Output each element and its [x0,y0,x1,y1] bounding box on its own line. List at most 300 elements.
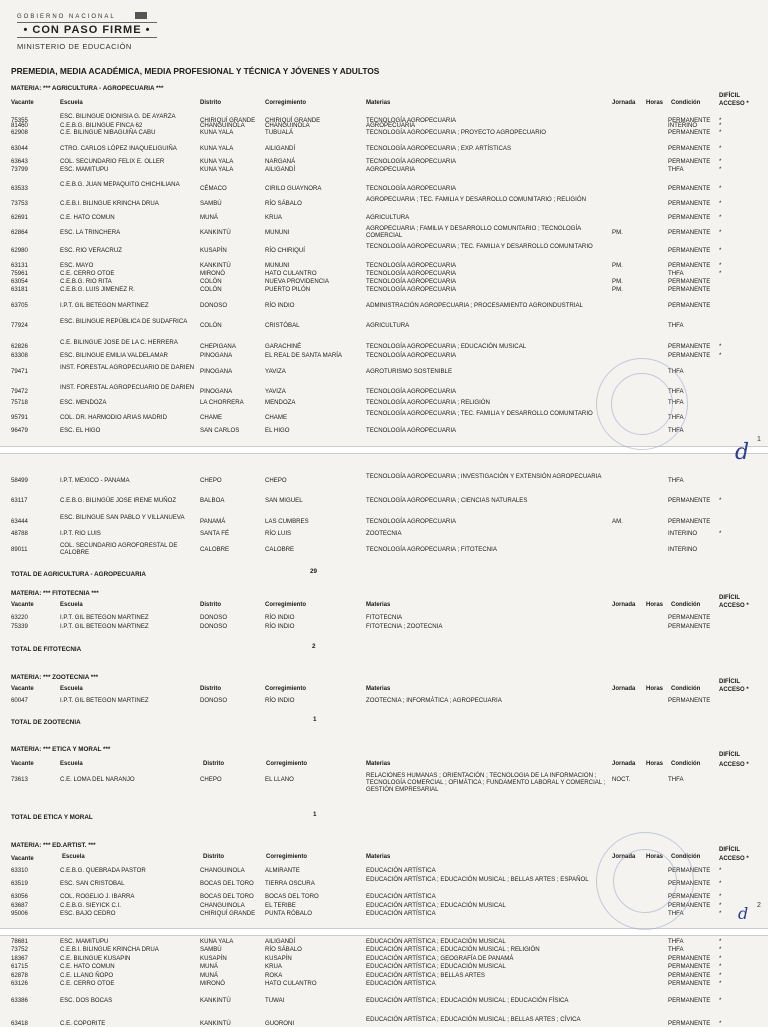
jornada-cell: PM. [612,262,623,269]
escuela-cell: ESC. SAN CRISTOBAL [60,880,125,887]
col-materias: Materias [366,761,391,767]
vacante-cell: 63131 [11,262,28,269]
corregimiento-cell: RÍO SÁBALO [265,200,302,207]
total-label: TOTAL DE ETICA Y MORAL [11,814,93,821]
dificil-acceso-cell: * [719,980,722,987]
vacante-cell: 62980 [11,247,28,254]
materia-heading: MATERIA: *** ETICA Y MORAL *** [11,746,111,753]
escuela-cell: C.E. CERRO OTOE [60,980,115,987]
col-acceso: ACCESO * [719,687,749,693]
escuela-cell: ESC. EL HIGO [60,427,101,434]
vacante-cell: 61715 [11,963,28,970]
corregimiento-cell: CHANGUINOLA [265,122,310,129]
col-horas: Horas [646,100,664,106]
corregimiento-cell: RÍO SÁBALO [265,946,302,953]
distrito-cell: KANKINTÚ [200,229,231,236]
col-horas: Horas [646,686,664,692]
corregimiento-cell: AILIGANDÍ [265,166,296,173]
distrito-cell: KUSAPÍN [200,247,227,254]
materias-cell: AGROPECUARIA [366,122,416,129]
corregimiento-cell: NARGANÁ [265,158,296,165]
dificil-acceso-cell: * [719,343,722,350]
materias-cell: AGROPECUARIA [366,166,416,173]
materias-cell: TECNOLOGÍA AGROPECUARIA [366,117,457,124]
condicion-cell: THFA [668,477,684,484]
distrito-cell: MUNÁ [200,972,218,979]
corregimiento-cell: AILIGANDÍ [265,145,296,152]
flag-icon [135,12,147,19]
escuela-cell: C.E. COPORITE [60,1020,106,1027]
escuela-cell: ESC. MAMITUPU [60,938,109,945]
distrito-cell: LA CHORRERA [200,399,244,406]
condicion-cell: PERMANENTE [668,867,711,874]
page-number: 2 [757,902,761,909]
dificil-acceso-cell: * [719,963,722,970]
condicion-cell: THFA [668,322,684,329]
materias-cell: TECNOLOGÍA AGROPECUARIA ; PROYECTO AGROPECUARIO [366,129,547,136]
col-horas: Horas [646,854,664,860]
vacante-cell: 63126 [11,980,28,987]
vacante-cell: 63687 [11,902,28,909]
condicion-cell: PERMANENTE [668,980,711,987]
corregimiento-cell: GUORONI [265,1020,295,1027]
vacante-cell: 96479 [11,427,28,434]
materias-cell: TECNOLOGÍA AGROPECUARIA [366,278,457,285]
materias-cell: TECNOLOGÍA AGROPECUARIA ; FITOTECNIA [366,546,497,553]
condicion-cell: PERMANENTE [668,902,711,909]
dificil-acceso-cell: * [719,262,722,269]
escuela-cell: I.P.T. GIL BETEGON MARTINEZ [60,614,149,621]
distrito-cell: COLÓN [200,286,222,293]
corregimiento-cell: ROKA [265,972,283,979]
materias-cell: RELACIONES HUMANAS ; ORIENTACIÓN ; TECNOLOGIA DE LA INFORMACION ; TECNOLOGÍA COMERCIAL ; OFIMÁTICA ; FUNDAMENTO LABORAL Y COMERCIAL ; GESTIÓN EMPRESARIAL [366,772,606,793]
corregimiento-cell: RÍO INDIO [265,302,295,309]
materias-cell: TECNOLOGÍA AGROPECUARIA ; TEC. FAMILIA Y DESARROLLO COMUNITARIO [366,243,593,250]
distrito-cell: CHEPIGANA [200,343,236,350]
condicion-cell: PERMANENTE [668,247,711,254]
dificil-acceso-cell: * [719,997,722,1004]
materias-cell: TECNOLOGÍA AGROPECUARIA ; RELIGIÓN [366,399,490,406]
escuela-cell: C.E. BILINGUE NIBAGUIÑA CABU [60,129,156,136]
materias-cell: EDUCACIÓN ARTÍSTICA ; GEOGRAFÍA DE PANAMÁ [366,955,514,962]
materias-cell: TECNOLOGÍA AGROPECUARIA [366,270,457,277]
distrito-cell: MUNÁ [200,963,218,970]
materias-cell: FITOTECNIA [366,614,403,621]
col-condicion: Condición [671,854,701,860]
col-materias: Materias [366,854,391,860]
vacante-cell: 63308 [11,352,28,359]
col-horas: Horas [646,602,664,608]
condicion-cell: PERMANENTE [668,262,711,269]
distrito-cell: KUNA YALA [200,938,234,945]
materias-cell: EDUCACIÓN ARTÍSTICA [366,910,436,917]
escuela-cell: C.E.B.G. BILINGUE FINCA 62 [60,122,143,129]
distrito-cell: KANKINTÚ [200,262,231,269]
dificil-acceso-cell: * [719,867,722,874]
vacante-cell: 58499 [11,477,28,484]
corregimiento-cell: AILIGANDÍ [265,938,296,945]
corregimiento-cell: ALMIRANTE [265,867,300,874]
corregimiento-cell: RÍO INDIO [265,623,295,630]
distrito-cell: KUNA YALA [200,129,234,136]
vacante-cell: 73613 [11,776,28,783]
materias-cell: TECNOLOGÍA AGROPECUARIA [366,427,457,434]
col-dificil: DIFÍCIL [719,595,740,601]
condicion-cell: PERMANENTE [668,955,711,962]
jornada-cell: AM. [612,518,623,525]
total-value: 29 [310,568,318,575]
vacante-cell: 78681 [11,938,28,945]
distrito-cell: PINOGANA [200,352,233,359]
vacante-cell: 73753 [11,200,28,207]
col-materias: Materias [366,602,391,608]
materias-cell: AGROTURISMO SOSTENIBLE [366,368,453,375]
distrito-cell: MIRONÓ [200,980,226,987]
vacante-cell: 48788 [11,530,28,537]
escuela-cell: ESC. BILINGUE SAN PABLO Y VILLANUEVA [60,514,185,521]
col-distrito: Distrito [203,761,224,767]
materias-cell: TECNOLOGÍA AGROPECUARIA ; INVESTIGACIÓN Y EXTENSIÓN AGROPECUARIA [366,473,602,480]
corregimiento-cell: YAVIZA [265,388,286,395]
distrito-cell: PINOGANA [200,368,233,375]
distrito-cell: DONOSO [200,302,228,309]
escuela-cell: ESC. MENDOZA [60,399,107,406]
corregimiento-cell: YAVIZA [265,368,286,375]
col-vacante: Vacante [11,686,34,692]
condicion-cell: PERMANENTE [668,518,711,525]
distrito-cell: KUSAPÍN [200,955,227,962]
corregimiento-cell: CHIRIQUÍ GRANDE [265,117,321,124]
materia-heading: MATERIA: *** FITOTECNIA *** [11,590,99,597]
vacante-cell: 79472 [11,388,28,395]
distrito-cell: CHANGUINOLA [200,902,245,909]
vacante-cell: 63310 [11,867,28,874]
corregimiento-cell: MENDOZA [265,399,296,406]
materias-cell: EDUCACIÓN ARTÍSTICA ; EDUCACIÓN MUSICAL ; BELLAS ARTES ; ESPAÑOL [366,876,589,883]
col-corregimiento: Corregimiento [265,602,307,608]
dificil-acceso-cell: * [719,145,722,152]
materias-cell: TECNOLOGÍA AGROPECUARIA [366,388,457,395]
materias-cell: TECNOLOGÍA AGROPECUARIA [366,158,457,165]
escuela-cell: C.E.B.G. QUEBRADA PASTOR [60,867,146,874]
distrito-cell: CHIRIQUÍ GRANDE [200,910,256,917]
corregimiento-cell: CHEPO [265,477,287,484]
dificil-acceso-cell: * [719,530,722,537]
dificil-acceso-cell: * [719,893,722,900]
document-title: PREMEDIA, MEDIA ACADÉMICA, MEDIA PROFESIONAL Y TÉCNICA Y JÓVENES Y ADULTOS [11,66,380,76]
escuela-cell: ESC. MAYO [60,262,94,269]
condicion-cell: THFA [668,166,684,173]
dificil-acceso-cell: * [719,938,722,945]
distrito-cell: DONOSO [200,697,228,704]
dificil-acceso-cell: * [719,185,722,192]
condicion-cell: PERMANENTE [668,1020,711,1027]
corregimiento-cell: LAS CUMBRES [265,518,309,525]
col-acceso: ACCESO * [719,603,749,609]
escuela-cell: C.E.B.G. RIO RITA [60,278,112,285]
dificil-acceso-cell: * [719,352,722,359]
condicion-cell: THFA [668,368,684,375]
col-vacante: Vacante [11,602,34,608]
col-corregimiento: Corregimiento [266,761,308,767]
dificil-acceso-cell: * [719,158,722,165]
corregimiento-cell: KRUA [265,214,282,221]
dificil-acceso-cell: * [719,122,722,129]
vacante-cell: 63044 [11,145,28,152]
dificil-acceso-cell: * [719,902,722,909]
materias-cell: EDUCACIÓN ARTÍSTICA [366,893,436,900]
escuela-cell: CTRO. CARLOS LÓPEZ INAQUELIGUIÑA [60,145,177,152]
vacante-cell: 95791 [11,414,28,421]
condicion-cell: PERMANENTE [668,972,711,979]
materia-heading: MATERIA: *** AGRICULTURA - AGROPECUARIA *** [11,85,164,92]
condicion-cell: PERMANENTE [668,229,711,236]
corregimiento-cell: EL HIGO [265,427,290,434]
vacante-cell: 89011 [11,546,28,553]
col-distrito: Distrito [200,686,221,692]
condicion-cell: PERMANENTE [668,997,711,1004]
col-jornada: Jornada [612,602,636,608]
distrito-cell: COLÓN [200,322,222,329]
vacante-cell: 63643 [11,158,28,165]
vacante-cell: 95006 [11,910,28,917]
condicion-cell: PERMANENTE [668,185,711,192]
gov-top-text: GOBIERNO NACIONAL [17,14,116,20]
corregimiento-cell: BOCAS DEL TORO [265,893,319,900]
dificil-acceso-cell: * [719,972,722,979]
corregimiento-cell: TIERRA OSCURA [265,880,315,887]
dificil-acceso-cell: * [719,229,722,236]
vacante-cell: 77924 [11,322,28,329]
gov-slogan: • CON PASO FIRME • [17,22,157,38]
escuela-cell: C.E. CERRO OTOE [60,270,115,277]
total-label: TOTAL DE AGRICULTURA - AGROPECUARIA [11,571,146,578]
dificil-acceso-cell: * [719,200,722,207]
materias-cell: EDUCACIÓN ARTÍSTICA ; EDUCACIÓN MUSICAL [366,963,506,970]
col-vacante: Vacante [11,761,34,767]
ministry-name: MINISTERIO DE EDUCACIÓN [17,42,132,51]
materias-cell: FITOTECNIA ; ZOOTECNIA [366,623,443,630]
escuela-cell: ESC. BAJO CEDRO [60,910,116,917]
vacante-cell: 18367 [11,955,28,962]
materias-cell: AGROPECUARIA ; FAMILIA Y DESARROLLO COMUNITARIO ; TECNOLOGÍA COMERCIAL [366,225,581,239]
col-escuela: Escuela [60,686,83,692]
distrito-cell: SAN CARLOS [200,427,240,434]
corregimiento-cell: CALOBRE [265,546,295,553]
condicion-cell: THFA [668,776,684,783]
escuela-cell: ESC. BILINGUE EMILIA VALDELAMAR [60,352,168,359]
distrito-cell: KUNA YALA [200,166,234,173]
distrito-cell: KUNA YALA [200,158,234,165]
escuela-cell: I.P.T. MEXICO - PANAMA [60,477,130,484]
dificil-acceso-cell: * [719,214,722,221]
condicion-cell: INTERINO [668,122,698,129]
page-number: 1 [757,436,761,443]
escuela-cell: C.E. HATO COMUN [60,963,115,970]
dificil-acceso-cell: * [719,910,722,917]
col-jornada: Jornada [612,854,636,860]
corregimiento-cell: MUNUNI [265,229,290,236]
condicion-cell: THFA [668,270,684,277]
vacante-cell: 75961 [11,270,28,277]
escuela-cell: ESC. BILINGUE DIONISIA G. DE AYARZA [60,113,176,120]
condicion-cell: PERMANENTE [668,893,711,900]
escuela-cell: C.E.B.G. SIEYICK C.I. [60,902,121,909]
col-dificil: DIFÍCIL [719,752,740,758]
signature-mark: d [735,440,750,465]
dificil-acceso-cell: * [719,497,722,504]
total-value: 1 [313,811,317,818]
corregimiento-cell: SAN MIGUEL [265,497,303,504]
vacante-cell: 63705 [11,302,28,309]
vacante-cell: 62826 [11,343,28,350]
corregimiento-cell: EL REAL DE SANTA MARÍA [265,352,342,359]
vacante-cell: 62691 [11,214,28,221]
col-escuela: Escuela [60,761,83,767]
escuela-cell: COL. SECUNDARIO FELIX E. OLLER [60,158,165,165]
materias-cell: TECNOLOGÍA AGROPECUARIA [366,518,457,525]
condicion-cell: PERMANENTE [668,614,711,621]
condicion-cell: THFA [668,427,684,434]
distrito-cell: CHEPO [200,477,222,484]
vacante-cell: 63444 [11,518,28,525]
total-value: 2 [312,643,316,650]
dificil-acceso-cell: * [719,166,722,173]
vacante-cell: 63181 [11,286,28,293]
col-condicion: Condición [671,761,701,767]
col-distrito: Distrito [203,854,224,860]
condicion-cell: PERMANENTE [668,302,711,309]
condicion-cell: PERMANENTE [668,497,711,504]
column-headers [0,595,768,611]
condicion-cell: PERMANENTE [668,145,711,152]
vacante-cell: 79471 [11,368,28,375]
corregimiento-cell: RÍO INDIO [265,614,295,621]
distrito-cell: CHAME [200,414,223,421]
col-jornada: Jornada [612,761,636,767]
corregimiento-cell: RÍO LUIS [265,530,292,537]
materias-cell: TECNOLOGÍA AGROPECUARIA ; CIENCIAS NATURALES [366,497,528,504]
vacante-cell: 62908 [11,129,28,136]
materias-cell: EDUCACIÓN ARTÍSTICA ; BELLAS ARTES [366,972,485,979]
ministry-logo [17,14,157,51]
distrito-cell: MIRONÓ [200,270,226,277]
corregimiento-cell: RÍO CHIRIQUÍ [265,247,305,254]
col-dificil: DIFÍCIL [719,847,740,853]
col-vacante: Vacante [11,100,34,106]
col-corregimiento: Corregimiento [265,100,307,106]
condicion-cell: INTERINO [668,546,698,553]
materia-heading: MATERIA: *** ZOOTECNIA *** [11,674,99,681]
materias-cell: TECNOLOGÍA AGROPECUARIA [366,286,457,293]
corregimiento-cell: NUEVA PROVIDENCIA [265,278,329,285]
distrito-cell: BALBOA [200,497,225,504]
corregimiento-cell: EL LLANO [265,776,294,783]
dificil-acceso-cell: * [719,946,722,953]
col-jornada: Jornada [612,100,636,106]
dificil-acceso-cell: * [719,129,722,136]
escuela-cell: C.E.B.I. BILINGUE KRINCHA DRUA [60,200,159,207]
condicion-cell: PERMANENTE [668,200,711,207]
jornada-cell: PM. [612,278,623,285]
materia-heading: MATERIA: *** ED.ARTIST. *** [11,842,96,849]
condicion-cell: THFA [668,946,684,953]
col-materias: Materias [366,686,391,692]
vacante-cell: 73752 [11,946,28,953]
materias-cell: ZOOTECNIA [366,530,402,537]
vacante-cell: 63386 [11,997,28,1004]
vacante-cell: 75339 [11,623,28,630]
col-condicion: Condición [671,686,701,692]
col-escuela: Escuela [62,854,85,860]
distrito-cell: BOCAS DEL TORO [200,880,254,887]
corregimiento-cell: EL TERIBE [265,902,296,909]
vacante-cell: 63533 [11,185,28,192]
col-vacante: Vacante [11,856,34,862]
total-label: TOTAL DE FITOTECNIA [11,646,82,653]
corregimiento-cell: KUSAPÍN [265,955,292,962]
jornada-cell: NOCT. [612,776,631,783]
corregimiento-cell: CHAME [265,414,288,421]
dificil-acceso-cell: * [719,1020,722,1027]
corregimiento-cell: MUNUNI [265,262,290,269]
distrito-cell: CHANGUINOLA [200,122,245,129]
materias-cell: AGRICULTURA [366,214,410,221]
vacante-cell: 73799 [11,166,28,173]
distrito-cell: MUNÁ [200,214,218,221]
vacante-cell: 63519 [11,880,28,887]
vacante-cell: 81460 [11,122,28,129]
corregimiento-cell: CIRILO GUAYNORA [265,185,322,192]
corregimiento-cell: PUNTA RÓBALO [265,910,312,917]
col-dificil: DIFÍCIL [719,679,740,685]
condicion-cell: PERMANENTE [668,158,711,165]
vacante-cell: 63117 [11,497,28,504]
condicion-cell: PERMANENTE [668,286,711,293]
jornada-cell: PM. [612,229,623,236]
corregimiento-cell: GARACHINÉ [265,343,302,350]
distrito-cell: CALOBRE [200,546,230,553]
col-distrito: Distrito [200,100,221,106]
escuela-cell: C.E.B.G. JUAN MEPAQUITO CHICHILIANA [60,181,180,188]
materias-cell: ZOOTECNIA ; INFORMÁTICA ; AGROPECUARIA [366,697,502,704]
signature-mark: d [738,904,749,923]
vacante-cell: 63056 [11,893,28,900]
vacante-cell: 63418 [11,1020,28,1027]
corregimiento-cell: RÍO INDIO [265,697,295,704]
dificil-acceso-cell: * [719,270,722,277]
escuela-cell: C.E. BILINGUE JOSE DE LA C. HERRERA [60,339,178,346]
official-seal-icon [596,358,688,450]
dificil-acceso-cell: * [719,117,722,124]
condicion-cell: THFA [668,910,684,917]
condicion-cell: THFA [668,414,684,421]
escuela-cell: C.E.B.G. LUIS JIMENEZ R. [60,286,135,293]
col-acceso: ACCESO * [719,101,749,107]
escuela-cell: COL. DR. HARMODIO ARIAS MADRID [60,414,167,421]
corregimiento-cell: TUWAI [265,997,285,1004]
materias-cell: EDUCACIÓN ARTÍSTICA ; EDUCACIÓN MUSICAL ; EDUCACIÓN FÍSICA [366,997,569,1004]
col-escuela: Escuela [60,602,83,608]
materias-cell: TECNOLOGÍA AGROPECUARIA ; EDUCACIÓN MUSICAL [366,343,527,350]
distrito-cell: PINOGANA [200,388,233,395]
distrito-cell: PANAMÁ [200,518,226,525]
distrito-cell: DONOSO [200,614,228,621]
vacante-cell: 75355 [11,117,28,124]
vacante-cell: 62878 [11,972,28,979]
escuela-cell: INST. FORESTAL AGROPECUARIO DE DARIEN [60,364,195,371]
col-condicion: Condición [671,100,701,106]
